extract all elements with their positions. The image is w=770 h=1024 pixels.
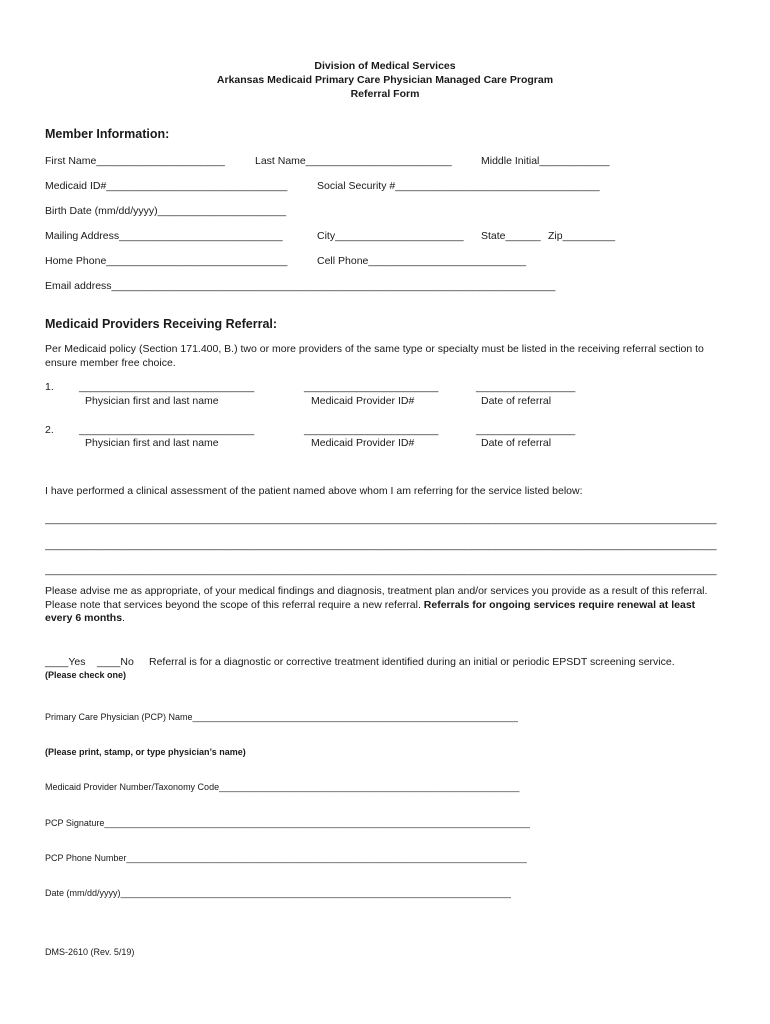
assessment-statement: I have performed a clinical assessment of the patient named above whom I am referring for the service listed below: xyxy=(45,485,583,497)
medicaid-id-field[interactable]: Medicaid ID#_______________________________ xyxy=(45,180,288,192)
policy-text: Per Medicaid policy (Section 171.400, B.) two or more providers of the same type or specialty must be listed in the receiving referral section to ensure member free choice. xyxy=(45,343,704,369)
referral-row-2-physician-field[interactable]: ______________________________ xyxy=(79,424,255,436)
middle-initial-field[interactable]: Middle Initial____________ xyxy=(481,155,610,167)
providers-section-title: Medicaid Providers Receiving Referral: xyxy=(45,317,278,331)
renewal-notice: Referrals for ongoing services require renewal at least every 6 months xyxy=(45,598,696,624)
pcp-name-field[interactable]: Primary Care Physician (PCP) Name_________________________________________________________________ xyxy=(45,712,518,722)
epsdt-no-checkbox[interactable]: ____No xyxy=(97,656,134,668)
pcp-signature-field[interactable]: PCP Signature_____________________________________________________________________________________ xyxy=(45,818,530,828)
print-name-note: (Please print, stamp, or type physician’s name) xyxy=(45,747,246,757)
zip-field[interactable]: Zip_________ xyxy=(548,230,616,242)
provider-number-field[interactable]: Medicaid Provider Number/Taxonomy Code____________________________________________________________ xyxy=(45,782,520,792)
state-field[interactable]: State______ xyxy=(481,230,541,242)
service-line-3[interactable]: ___________________________________________________________________________________________________________________ xyxy=(45,564,717,576)
advise-period: . xyxy=(122,612,125,624)
service-line-1[interactable]: ___________________________________________________________________________________________________________________ xyxy=(45,513,717,525)
last-name-field[interactable]: Last Name_________________________ xyxy=(255,155,452,167)
first-name-field[interactable]: First Name______________________ xyxy=(45,155,225,167)
pcp-phone-field[interactable]: PCP Phone Number________________________________________________________________________________ xyxy=(45,853,527,863)
advise-text: Please advise me as appropriate, of your medical findings and diagnosis, treatment plan and/or services you provide as a result of this referral. Please note that services beyond the scope of this referral require a new referral. xyxy=(45,585,708,611)
referral-row-1-provider-id-label: Medicaid Provider ID# xyxy=(311,395,415,407)
advise-paragraph xyxy=(45,585,720,626)
header-form-title: Referral Form xyxy=(350,88,420,100)
check-one-note: (Please check one) xyxy=(45,670,127,680)
referral-row-1-date-field[interactable]: _________________ xyxy=(476,381,576,393)
mailing-address-field[interactable]: Mailing Address____________________________ xyxy=(45,230,283,242)
member-section-title: Member Information: xyxy=(45,127,170,141)
referral-row-2-date-field[interactable]: _________________ xyxy=(476,424,576,436)
referral-row-2-date-label: Date of referral xyxy=(481,437,552,449)
epsdt-statement: Referral is for a diagnostic or corrective treatment identified during an initial or periodic EPSDT screening service. xyxy=(149,656,675,668)
header-division: Division of Medical Services xyxy=(314,60,456,72)
ssn-field[interactable]: Social Security #___________________________________ xyxy=(317,180,600,192)
referral-row-2-provider-id-field[interactable]: _______________________ xyxy=(304,424,439,436)
birth-date-field[interactable]: Birth Date (mm/dd/yyyy)______________________ xyxy=(45,205,287,217)
referral-row-2-number: 2. xyxy=(45,424,54,436)
home-phone-field[interactable]: Home Phone_______________________________ xyxy=(45,255,288,267)
referral-row-1-physician-field[interactable]: ______________________________ xyxy=(79,381,255,393)
city-field[interactable]: City______________________ xyxy=(317,230,464,242)
referral-row-1-date-label: Date of referral xyxy=(481,395,552,407)
referral-row-2-provider-id-label: Medicaid Provider ID# xyxy=(311,437,415,449)
referral-row-1-provider-id-field[interactable]: _______________________ xyxy=(304,381,439,393)
service-line-2[interactable]: ___________________________________________________________________________________________________________________ xyxy=(45,539,717,551)
cell-phone-field[interactable]: Cell Phone___________________________ xyxy=(317,255,527,267)
header-program: Arkansas Medicaid Primary Care Physician Managed Care Program xyxy=(216,74,554,86)
form-number: DMS-2610 (Rev. 5/19) xyxy=(45,947,135,957)
email-field[interactable]: Email address____________________________________________________________________________ xyxy=(45,280,556,292)
referral-row-2-physician-label: Physician first and last name xyxy=(85,437,219,449)
epsdt-yes-checkbox[interactable]: ____Yes xyxy=(45,656,86,668)
date-field[interactable]: Date (mm/dd/yyyy)______________________________________________________________________________ xyxy=(45,888,511,898)
referral-row-1-physician-label: Physician first and last name xyxy=(85,395,219,407)
referral-row-1-number: 1. xyxy=(45,381,54,393)
